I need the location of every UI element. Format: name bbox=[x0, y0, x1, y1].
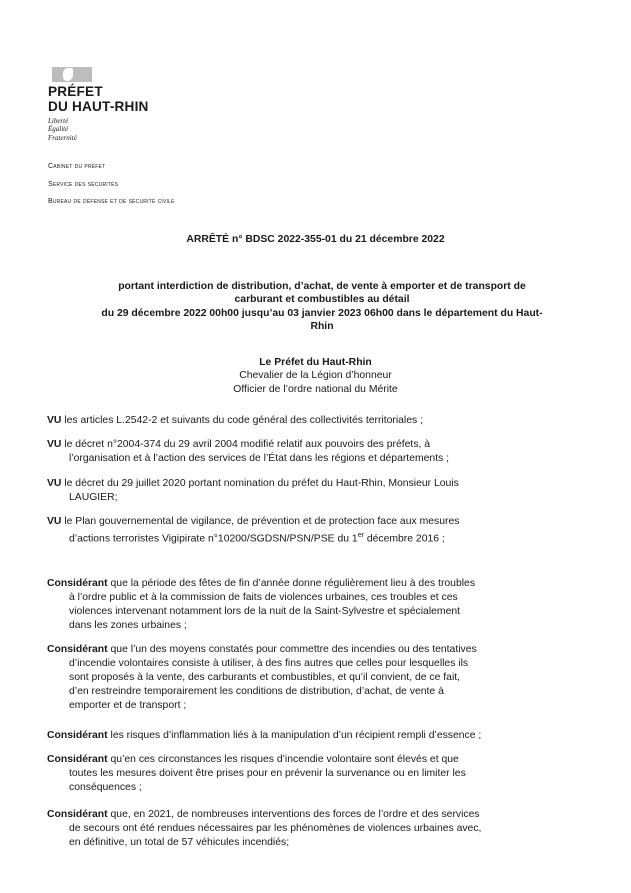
vu-lead: VU bbox=[47, 439, 62, 450]
considerant-lead: Considérant bbox=[47, 754, 108, 765]
vu-clause bbox=[47, 477, 580, 506]
arrete-title: ARRÊTÉ n° BDSC 2022-355-01 du 21 décembre 2022 bbox=[186, 234, 445, 245]
subject-line: Rhin bbox=[310, 321, 334, 333]
considerant-text: que la période des fêtes de fin d’année donne régulièrement lieu à des troubles bbox=[110, 578, 476, 589]
considerant-lead: Considérant bbox=[47, 644, 108, 655]
prefecture-logo bbox=[48, 67, 149, 142]
service-line: Bureau de défense et de sécurité civile bbox=[48, 198, 175, 206]
considerant-text: que, en 2021, de nombreuses interventions des forces de l’ordre et des services bbox=[110, 809, 480, 820]
republic-motto bbox=[48, 117, 149, 142]
prefecture-name-line: PRÉFET bbox=[48, 84, 103, 99]
considerant-clause bbox=[47, 577, 580, 633]
service-line: Service des sécurités bbox=[48, 180, 119, 188]
marianne-flag-icon bbox=[52, 67, 92, 82]
vu-lead: VU bbox=[47, 516, 62, 527]
prefecture-name-line: DU HAUT-RHIN bbox=[48, 99, 149, 114]
vu-text-part: d’actions terroristes Vigipirate n°10200/SGDSN/PSN/PSE du 1 bbox=[69, 533, 358, 545]
vu-clause bbox=[47, 414, 580, 428]
considerant-clause bbox=[47, 643, 580, 713]
considerant-text: que l’un des moyens constatés pour commettre des incendies ou des tentatives bbox=[110, 644, 477, 655]
subject-line: portant interdiction de distribution, d’achat, de vente à emporter et de transport de bbox=[118, 281, 526, 292]
considerant-lead: Considérant bbox=[47, 730, 108, 741]
vu-text-part: décembre 2016 ; bbox=[363, 533, 445, 545]
motto-line: Égalité bbox=[48, 125, 69, 134]
prefecture-name bbox=[48, 84, 149, 114]
superscript: er bbox=[357, 532, 364, 540]
considerant-text-continued: d’incendie volontaires consiste à utiliser, à des fins autres que celles pour lesquelles ils bbox=[69, 658, 469, 670]
considerant-clause bbox=[47, 729, 580, 743]
vu-lead: VU bbox=[47, 478, 62, 489]
considerant-text-continued: violences intervenant notamment lors de la nuit de la Saint-Sylvestre et spécialement bbox=[69, 606, 461, 618]
considerant-clause bbox=[47, 808, 580, 850]
considerant-text-continued: à l’ordre public et à la commission de faits de violences urbaines, ces troubles et ces bbox=[69, 592, 458, 604]
considerant-text-continued: d’en restreindre temporairement les conditions de distribution, d’achat, de vente à bbox=[69, 686, 444, 698]
considerant-text-continued: conséquences ; bbox=[69, 782, 142, 794]
subject-line: carburant et combustibles au détail bbox=[234, 294, 410, 306]
prefet-name: Le Préfet du Haut-Rhin bbox=[259, 357, 372, 368]
considerant-text: les risques d’inflammation liés à la manipulation d’un récipient rempli d’essence ; bbox=[110, 730, 482, 741]
vu-text: les articles L.2542-2 et suivants du code général des collectivités territoriales ; bbox=[64, 415, 423, 426]
considerant-text-continued: toutes les mesures doivent être prises pour en prévenir la survenance ou en limiter les bbox=[69, 768, 466, 780]
vu-text-continued bbox=[47, 529, 580, 547]
considerant-text-continued: dans les zones urbaines ; bbox=[69, 620, 187, 632]
considerant-clause bbox=[47, 753, 580, 795]
considerant-text-continued: en définitive, un total de 57 véhicules incendiés; bbox=[69, 837, 290, 849]
vu-clause bbox=[47, 515, 580, 547]
subject-line: du 29 décembre 2022 00h00 jusqu’au 03 janvier 2023 06h00 dans le département du Haut- bbox=[101, 307, 543, 319]
vu-text: le décret n°2004-374 du 29 avril 2004 modifié relatif aux pouvoirs des préfets, à bbox=[64, 439, 431, 450]
motto-line: Liberté bbox=[48, 117, 69, 125]
considerant-lead: Considérant bbox=[47, 809, 108, 820]
issuing-services bbox=[48, 162, 175, 215]
considerant-text-continued: emporter et de transport ; bbox=[69, 700, 187, 712]
considerant-text-continued: de secours ont été rendues nécessaires par les phénomènes de violences urbaines avec, bbox=[69, 823, 482, 835]
vu-text: le décret du 29 juillet 2020 portant nomination du préfet du Haut-Rhin, Monsieur Louis bbox=[64, 478, 459, 489]
service-line: Cabinet du préfet bbox=[48, 163, 106, 170]
arrete-subject bbox=[52, 280, 592, 334]
vu-clause bbox=[47, 438, 580, 467]
considerant-text: qu’en ces circonstances les risques d’incendie volontaire sont élevés et que bbox=[110, 754, 459, 765]
vu-text: le Plan gouvernemental de vigilance, de prévention et de protection face aux mesures bbox=[64, 516, 460, 527]
vu-lead: VU bbox=[47, 415, 62, 426]
considerant-lead: Considérant bbox=[47, 578, 108, 589]
considerant-text-continued: sont proposés à la vente, des carburants et combustibles, et qu’il convient, de ce fait, bbox=[69, 672, 461, 684]
vu-text-continued: LAUGIER; bbox=[69, 492, 118, 504]
prefet-title: Chevalier de la Légion d’honneur bbox=[239, 370, 392, 382]
vu-text-continued: l’organisation et à l’action des services de l’État dans les régions et départements ; bbox=[69, 453, 450, 465]
motto-line: Fraternité bbox=[48, 133, 77, 142]
prefet-block bbox=[0, 356, 631, 396]
prefet-title: Officier de l’ordre national du Mérite bbox=[233, 383, 398, 395]
